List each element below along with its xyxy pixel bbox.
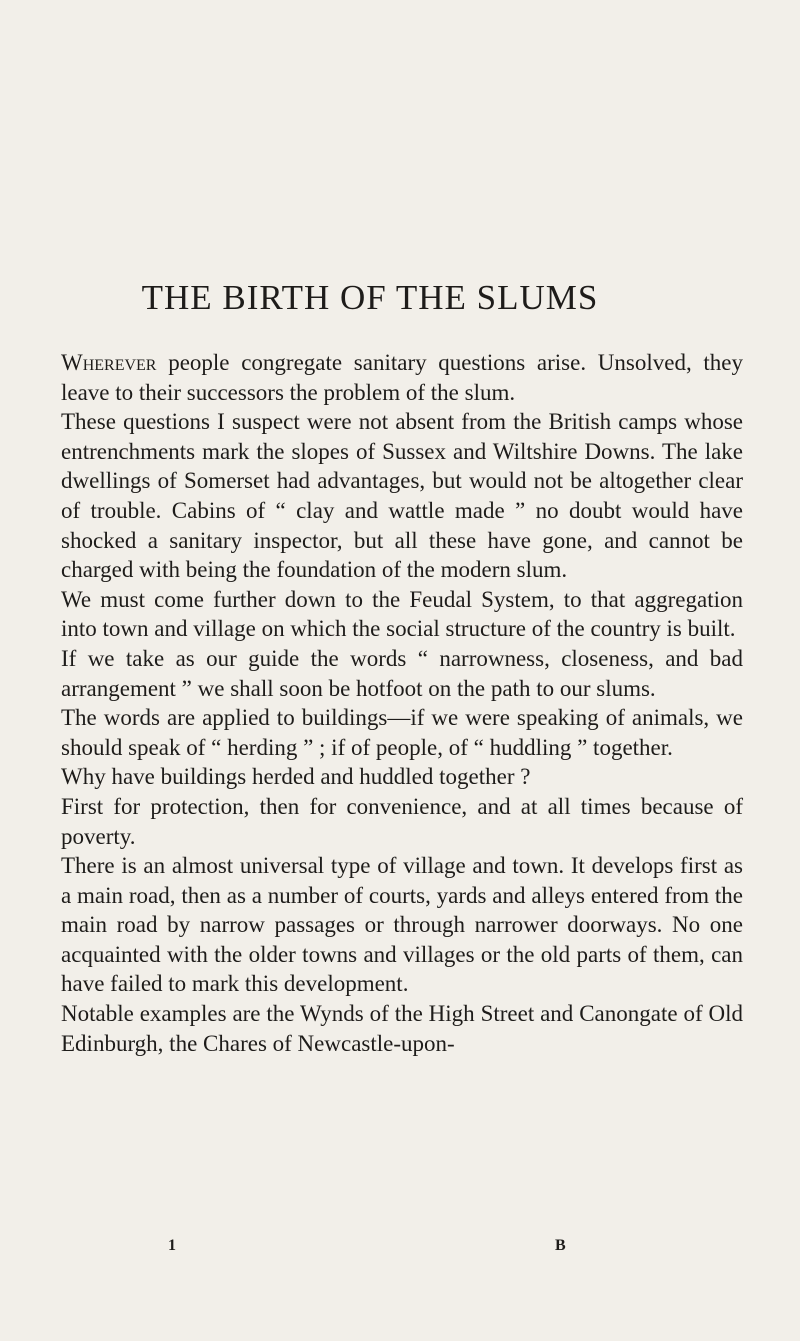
paragraph-text: people congregate sanitary questions arise. Unsolved, they leave to their successors the problem of the slum. [61, 350, 743, 405]
paragraph: Notable examples are the Wynds of the High Street and Canongate of Old Edinburgh, the Chares of Newcastle-upon- [61, 1001, 743, 1056]
paragraph: The words are applied to buildings—if we were speaking of animals, we should speak of “ herding ” ; if of people, of “ huddling ” together. [61, 705, 743, 760]
page-number: 1 [168, 1237, 176, 1254]
paragraph: If we take as our guide the words “ narrowness, closeness, and bad arrangement ” we shall soon be hotfoot on the path to our slums. [61, 645, 743, 701]
paragraph: Why have buildings herded and huddled together ? [61, 764, 531, 790]
paragraph: First for protection, then for convenience, and at all times because of poverty. [61, 793, 743, 849]
paragraph: There is an almost universal type of village and town. It develops first as a main road, then as a number of courts, yards and alleys entered from the main road by narrow passages or through narrower doorways. No one acquainted with the older towns and villages or the old parts of them, can have failed to mark this development. [61, 853, 743, 997]
paragraph: These questions I suspect were not absent from the British camps whose entrenchments mark the slopes of Sussex and Wiltshire Downs. The lake dwellings of Somerset had advantages, but would not be altogether clear of trouble. Cabins of “ clay and wattle made ” no doubt would have shocked a sanitary inspector, but all these have gone, and cannot be charged with being the foundation of the modern slum. [61, 409, 743, 583]
opening-word: Wherever [61, 350, 157, 375]
paragraph [61, 348, 743, 407]
paragraph: We must come further down to the Feudal System, to that aggregation into town and village on which the social structure of the country is built. [61, 586, 743, 642]
chapter-title: THE BIRTH OF THE SLUMS [141, 278, 599, 317]
signature-mark: B [555, 1237, 566, 1254]
chapter-body [61, 348, 743, 1058]
